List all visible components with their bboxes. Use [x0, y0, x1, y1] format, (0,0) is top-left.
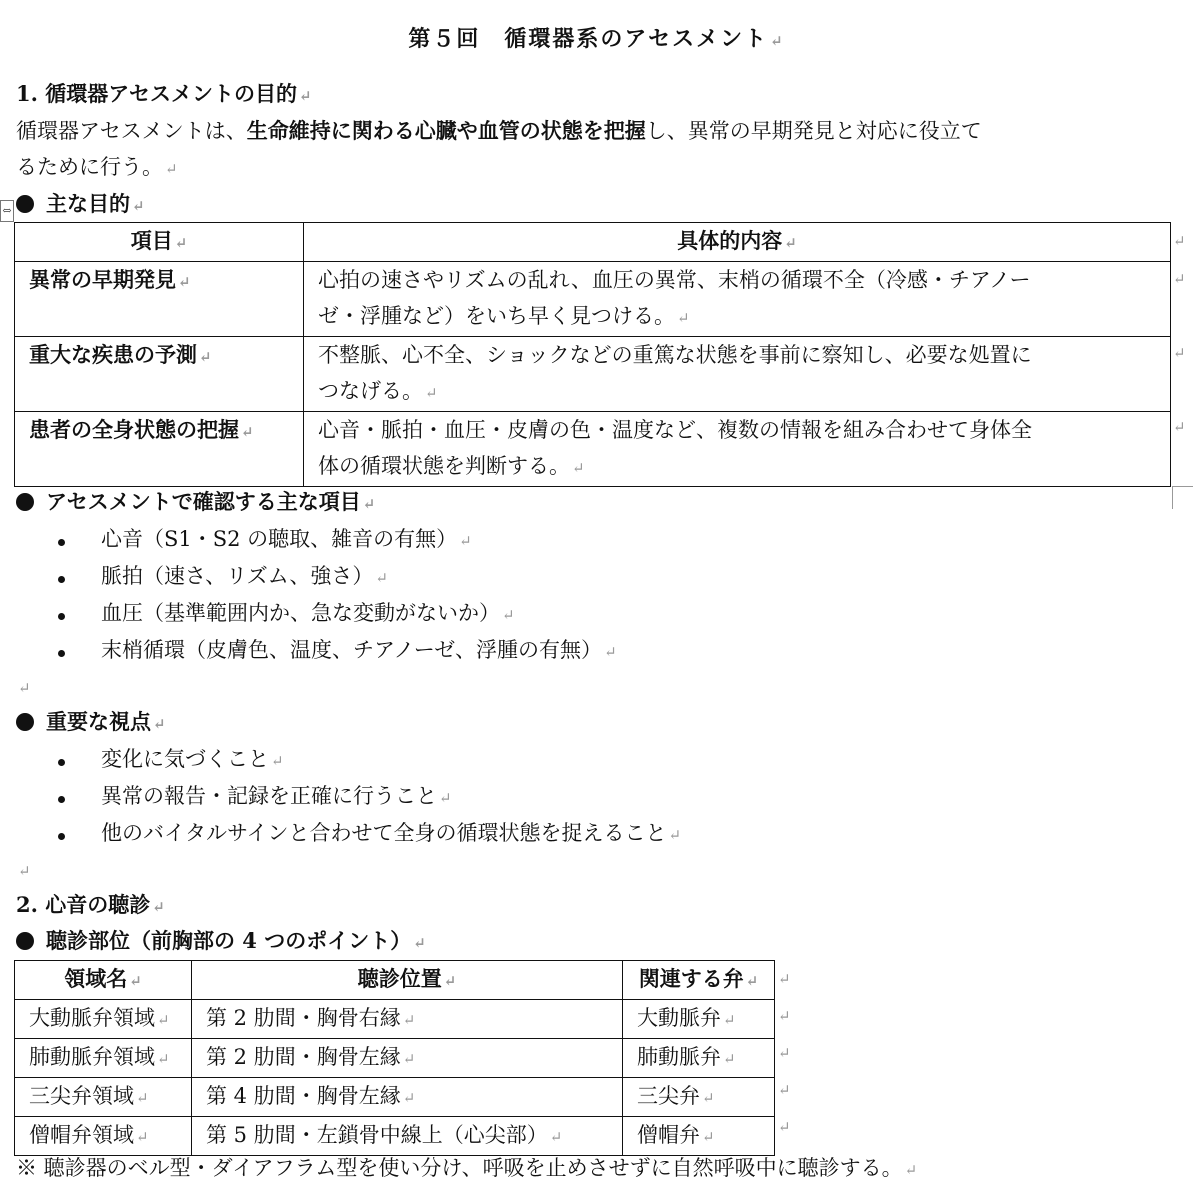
- table-cell-position: 第 4 肋間・胸骨左縁 ↵: [192, 1078, 623, 1117]
- row-end-mark-icon: ↵: [1173, 418, 1186, 436]
- table-row: [15, 1000, 775, 1039]
- table-cell-valve: 僧帽弁 ↵: [623, 1117, 775, 1156]
- row-end-mark-icon: ↵: [778, 1044, 791, 1062]
- table-cell-area: 肺動脈弁領域 ↵: [15, 1039, 192, 1078]
- table-cell-area: 僧帽弁領域 ↵: [15, 1117, 192, 1156]
- return-mark-icon: ↵: [153, 715, 166, 733]
- table-header-content: 具体的内容 ↵: [304, 223, 1171, 262]
- section2-heading: 2. 心音の聴診 ↵: [16, 892, 165, 917]
- table-header-item: 項目 ↵: [15, 223, 304, 262]
- row-end-mark-icon: ↵: [778, 1007, 791, 1025]
- list-bullet-icon: [58, 833, 65, 840]
- check-heading: アセスメントで確認する主な項目 ↵: [16, 484, 375, 522]
- table-row: [15, 262, 1171, 337]
- table-cell-valve: 肺動脈弁 ↵: [623, 1039, 775, 1078]
- row-end-mark-icon: ↵: [778, 1118, 791, 1136]
- return-mark-icon: ↵: [299, 87, 312, 105]
- return-mark-icon: ↵: [165, 160, 178, 178]
- return-mark-icon: ↵: [770, 32, 785, 50]
- list-bullet-icon: [58, 650, 65, 657]
- table-cell-position: 第 5 肋間・左鎖骨中線上（心尖部） ↵: [192, 1117, 623, 1156]
- table-cell-item: 患者の全身状態の把握 ↵: [15, 412, 304, 487]
- list-bullet-icon: [58, 759, 65, 766]
- return-mark-icon: ↵: [152, 898, 165, 916]
- bullet-icon: [16, 713, 34, 731]
- list-item: 異常の報告・記録を正確に行うこと ↵: [101, 784, 452, 808]
- section1-intro-cont: るために行う。 ↵: [16, 155, 178, 179]
- table-row: [15, 337, 1171, 412]
- empty-paragraph: ↵: [18, 679, 31, 697]
- return-mark-icon: ↵: [362, 495, 376, 513]
- table-row: [15, 1078, 775, 1117]
- table-cell-valve: 三尖弁 ↵: [623, 1078, 775, 1117]
- empty-paragraph: ↵: [18, 862, 31, 880]
- table-cell-content: 不整脈、心不全、ショックなどの重篤な状態を事前に察知し、必要な処置に つなげる。 ↵: [304, 337, 1171, 412]
- list-bullet-icon: [58, 539, 65, 546]
- table-cell-content: 心拍の速さやリズムの乱れ、血圧の異常、末梢の循環不全（冷感・チアノー ゼ・浮腫など）をいち早く見つける。 ↵: [304, 262, 1171, 337]
- table-cell-item: 異常の早期発見 ↵: [15, 262, 304, 337]
- row-end-mark-icon: ↵: [1173, 270, 1186, 288]
- list-item: 心音（S1・S2 の聴取、雑音の有無） ↵: [101, 527, 472, 551]
- goals-heading: 主な目的 ↵: [16, 186, 145, 224]
- table-cell-valve: 大動脈弁 ↵: [623, 1000, 775, 1039]
- auscultation-note: ※ 聴診器のベル型・ダイアフラム型を使い分け、呼吸を止めさせずに自然呼吸中に聴診する。 ↵: [16, 1156, 918, 1180]
- list-item: 脈拍（速さ、リズム、強さ） ↵: [101, 564, 388, 588]
- table-row: [15, 1039, 775, 1078]
- auscultation-sites-table: [14, 960, 775, 1156]
- table-move-handle-icon[interactable]: ⇔: [0, 200, 14, 222]
- table-cell-position: 第 2 肋間・胸骨右縁 ↵: [192, 1000, 623, 1039]
- row-end-mark-icon: ↵: [778, 970, 791, 988]
- viewpoint-heading: 重要な視点 ↵: [16, 704, 166, 742]
- table-cell-position: 第 2 肋間・胸骨左縁 ↵: [192, 1039, 623, 1078]
- table-resize-handle-icon[interactable]: [1172, 486, 1193, 509]
- table-header-position: 聴診位置 ↵: [192, 961, 623, 1000]
- table-row: [15, 961, 775, 1000]
- bullet-icon: [16, 932, 34, 950]
- return-mark-icon: ↵: [904, 1161, 918, 1179]
- table-cell-item: 重大な疾患の予測 ↵: [15, 337, 304, 412]
- bullet-icon: [16, 195, 34, 213]
- table-cell-content: 心音・脈拍・血圧・皮膚の色・温度など、複数の情報を組み合わせて身体全 体の循環状態を判断する。 ↵: [304, 412, 1171, 487]
- section1-heading: 1. 循環器アセスメントの目的 ↵: [16, 81, 312, 106]
- return-mark-icon: ↵: [132, 197, 145, 215]
- row-end-mark-icon: ↵: [1173, 232, 1186, 250]
- list-bullet-icon: [58, 576, 65, 583]
- intro-emphasis: 生命維持に関わる心臓や血管の状態を把握: [246, 118, 646, 143]
- list-item: 変化に気づくこと ↵: [101, 747, 284, 771]
- table-row: [15, 412, 1171, 487]
- return-mark-icon: ↵: [413, 934, 426, 952]
- table-header-area: 領域名 ↵: [15, 961, 192, 1000]
- table-header-valve: 関連する弁 ↵: [623, 961, 775, 1000]
- bullet-icon: [16, 493, 34, 511]
- row-end-mark-icon: ↵: [778, 1081, 791, 1099]
- row-end-mark-icon: ↵: [1173, 344, 1186, 362]
- list-item: 血圧（基準範囲内か、急な変動がないか） ↵: [101, 601, 515, 625]
- list-bullet-icon: [58, 796, 65, 803]
- sites-heading: 聴診部位（前胸部の 4 つのポイント） ↵: [16, 923, 426, 961]
- table-row: [15, 223, 1171, 262]
- table-cell-area: 三尖弁領域 ↵: [15, 1078, 192, 1117]
- page-title: 第５回 循環器系のアセスメント ↵: [408, 26, 785, 52]
- goals-table: [14, 222, 1171, 487]
- list-bullet-icon: [58, 613, 65, 620]
- table-cell-area: 大動脈弁領域 ↵: [15, 1000, 192, 1039]
- list-item: 他のバイタルサインと合わせて全身の循環状態を捉えること ↵: [101, 821, 682, 845]
- list-item: 末梢循環（皮膚色、温度、チアノーゼ、浮腫の有無） ↵: [101, 638, 617, 662]
- section1-intro: 循環器アセスメントは、生命維持に関わる心臓や血管の状態を把握し、異常の早期発見と対応に役立て: [16, 118, 982, 143]
